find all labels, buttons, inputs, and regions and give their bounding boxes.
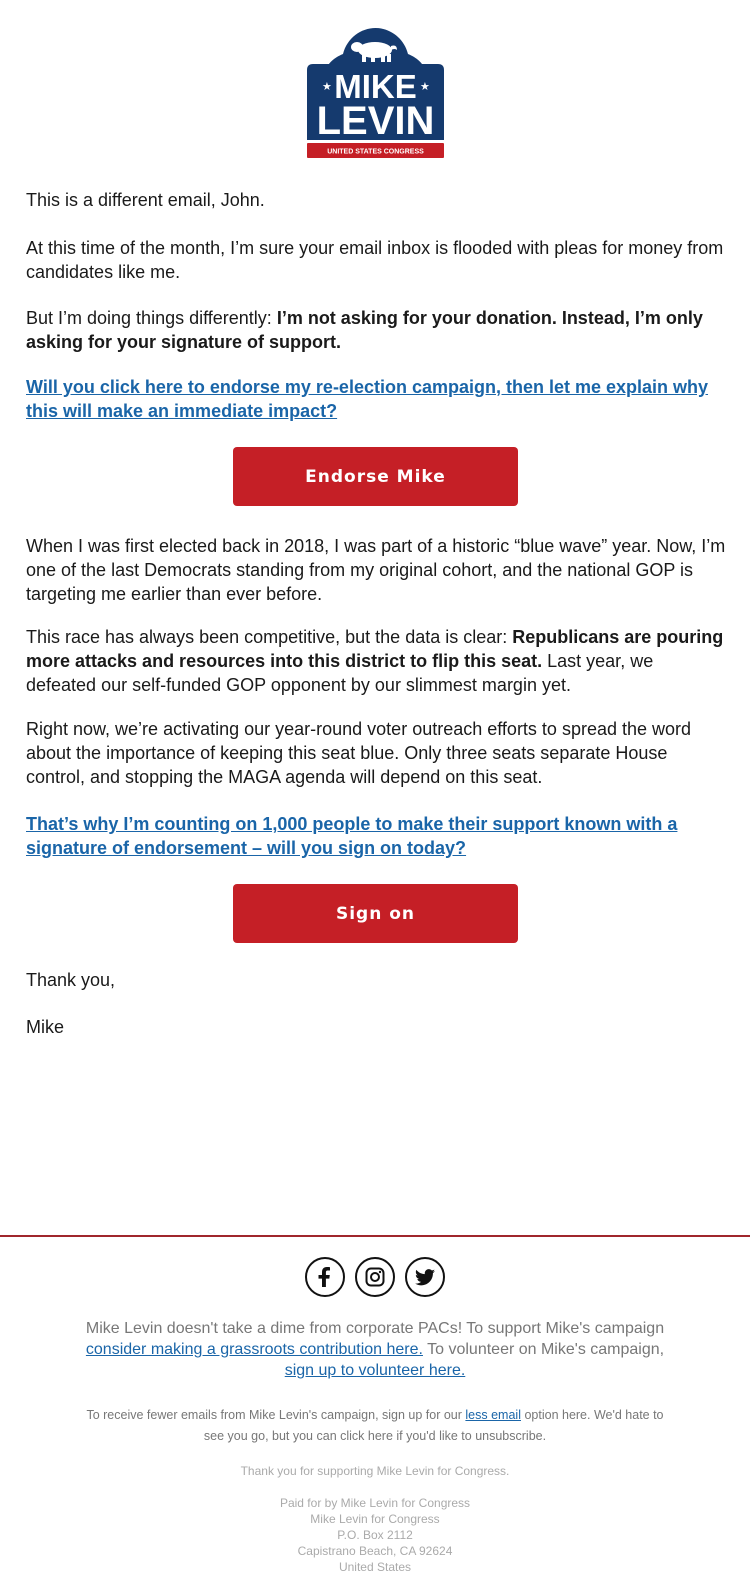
address-line: Paid for by Mike Levin for Congress (279, 1496, 471, 1510)
footer-fewer-emails-text (75, 1405, 675, 1447)
signature-paragraph: Mike (26, 1017, 65, 1037)
race-prefix: This race has always been competitive, but the data is clear: (26, 627, 513, 647)
endorse-link-paragraph (26, 375, 726, 423)
endorse-mike-button[interactable]: Endorse Mike (233, 447, 518, 506)
greeting-paragraph: This is a different email, John. (26, 190, 265, 210)
facebook-icon[interactable] (305, 1257, 345, 1297)
svg-text:UNITED STATES CONGRESS: UNITED STATES CONGRESS (326, 148, 424, 156)
instagram-icon[interactable] (355, 1257, 395, 1297)
sign-link-paragraph (26, 812, 726, 860)
footer-address (0, 1495, 750, 1575)
svg-text:LEVIN: LEVIN (316, 99, 434, 143)
support-text-1: Mike Levin doesn't take a dime from corporate PACs! To support Mike's campaign (85, 1320, 665, 1337)
sign-on-button[interactable]: Sign on (233, 884, 518, 943)
svg-text:★: ★ (419, 80, 430, 93)
fewer-text-2: option here. We'd hate to see you go, but you can click here if you'd like to unsubscribe. (203, 1408, 664, 1443)
outreach-paragraph: Right now, we’re activating our year-round voter outreach efforts to spread the word about the importance of keeping this seat blue. Only three seats separate House control, and stopping the MAGA agenda will depend on this seat. (26, 719, 692, 787)
differently-bold: I’m not asking for your donation. Instead, I’m only asking for your signature of support. (26, 308, 703, 352)
history-paragraph: When I was first elected back in 2018, I was part of a historic “blue wave” year. Now, I’m one of the last Democrats standing from my original cohort, and the national GOP is targeting me earlier than ever before. (26, 536, 726, 604)
address-line: Mike Levin for Congress (310, 1512, 440, 1526)
address-line: Capistrano Beach, CA 92624 (297, 1544, 453, 1558)
race-suffix: Last year, we defeated our self-funded GOP opponent by our slimmest margin yet. (26, 651, 654, 695)
differently-prefix: But I’m doing things differently: (26, 308, 277, 328)
sign-endorsement-link[interactable]: That’s why I’m counting on 1,000 people to make their support known with a signature of endorsement – will you sign on today? (26, 814, 678, 858)
closing-paragraph: Thank you, (26, 970, 116, 990)
address-line: United States (338, 1560, 412, 1574)
header-logo-wrap (0, 28, 750, 159)
svg-text:MIKE: MIKE (333, 68, 417, 105)
social-links (0, 1257, 750, 1297)
mike-levin-logo (307, 28, 444, 159)
footer-support-text (75, 1318, 675, 1381)
differently-paragraph (26, 306, 726, 354)
fewer-text-1: To receive fewer emails from Mike Levin's campaign, sign up for our (86, 1408, 466, 1422)
endorse-campaign-link[interactable]: Will you click here to endorse my re-election campaign, then let me explain why this will make an immediate impact? (26, 377, 709, 421)
less-email-link[interactable]: less email (465, 1408, 521, 1422)
twitter-icon[interactable] (405, 1257, 445, 1297)
contribute-link[interactable]: consider making a grassroots contribution here. (85, 1341, 423, 1358)
race-bold: Republicans are pouring more attacks and resources into this district to flip this seat. (26, 627, 724, 671)
footer-thanks: Thank you for supporting Mike Levin for Congress. (240, 1464, 510, 1478)
volunteer-link[interactable]: sign up to volunteer here. (284, 1362, 466, 1379)
svg-text:★: ★ (321, 80, 332, 93)
race-paragraph (26, 625, 726, 697)
footer-divider (0, 1235, 750, 1237)
address-line: P.O. Box 2112 (337, 1528, 413, 1542)
support-text-2: To volunteer on Mike's campaign, (422, 1341, 665, 1358)
intro-paragraph: At this time of the month, I’m sure your email inbox is flooded with pleas for money from candidates like me. (26, 238, 724, 282)
